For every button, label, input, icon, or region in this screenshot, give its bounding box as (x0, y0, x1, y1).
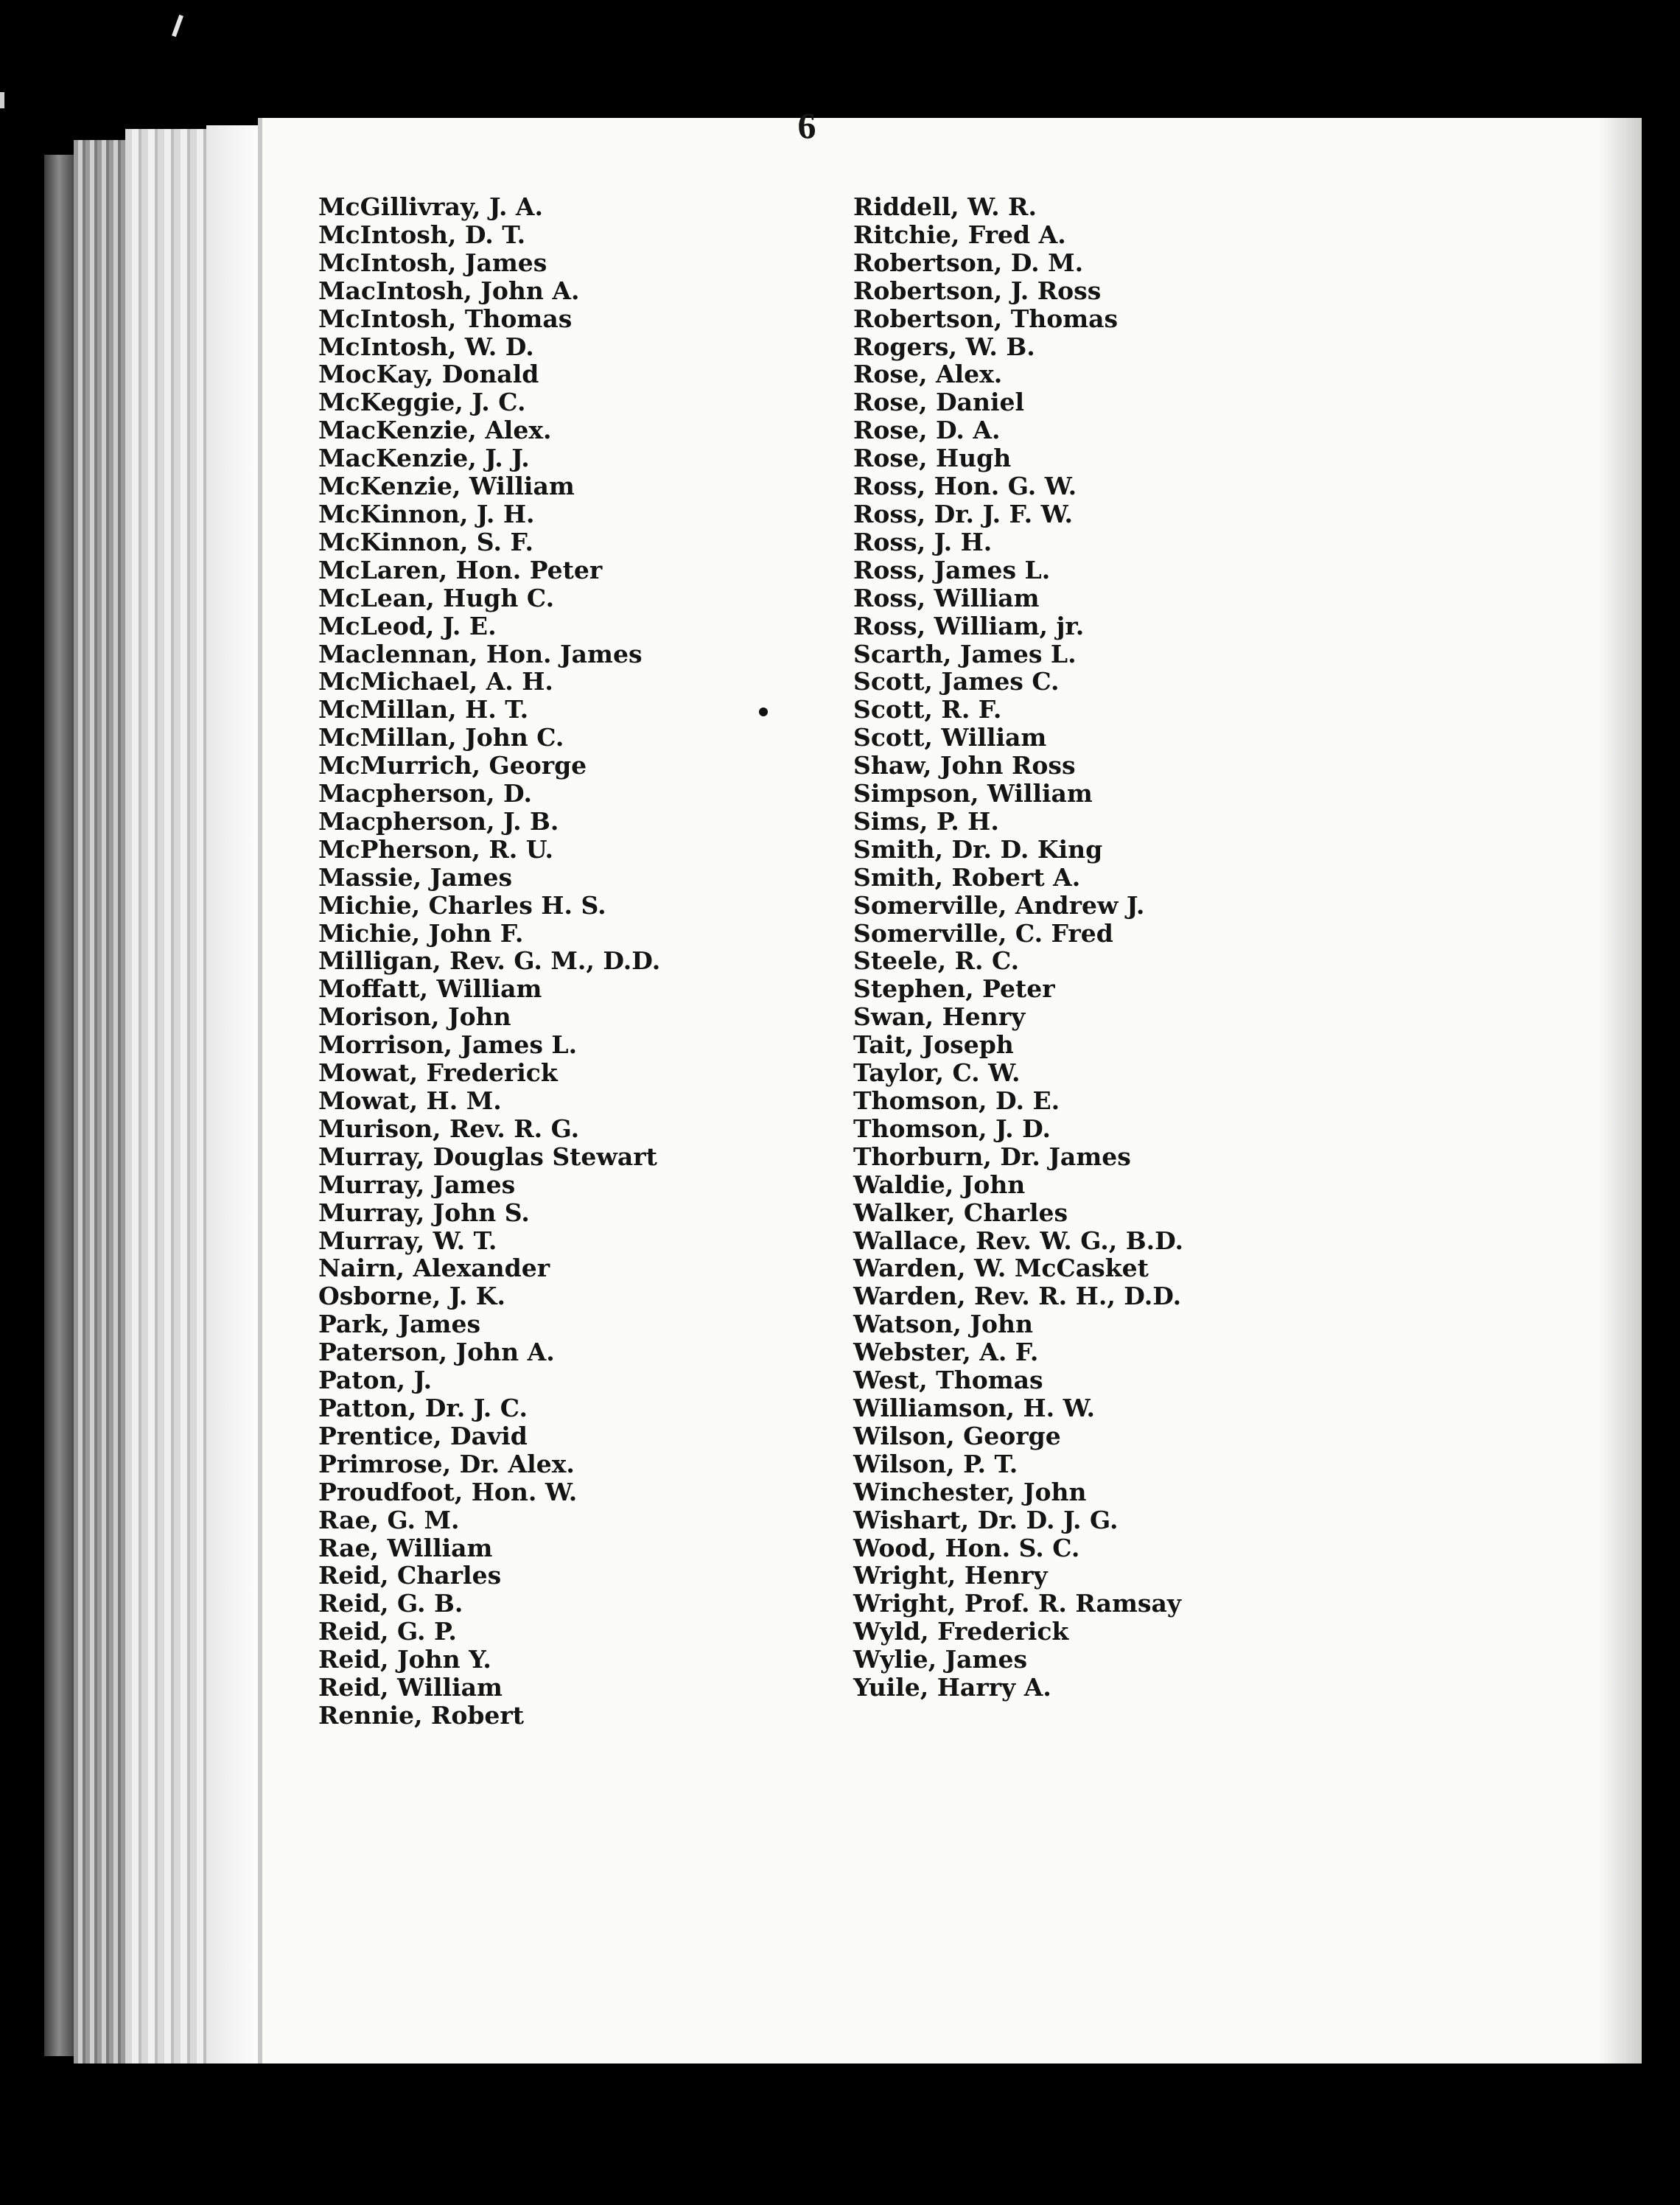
name-entry: Murray, Douglas Stewart (318, 1142, 657, 1171)
name-entry: Rose, Alex. (853, 360, 1003, 389)
name-entry: Thorburn, Dr. James (853, 1142, 1131, 1171)
name-entry: Wood, Hon. S. C. (853, 1533, 1080, 1562)
name-entry: McKenzie, William (318, 472, 575, 501)
name-entry: Warden, W. McCasket (853, 1254, 1149, 1283)
name-entry: Nairn, Alexander (318, 1254, 550, 1283)
name-entry: Somerville, C. Fred (853, 918, 1113, 948)
name-entry: Rose, Hugh (853, 444, 1012, 473)
name-entry: Reid, G. P. (318, 1617, 457, 1646)
name-entry: Shaw, John Ross (853, 751, 1076, 780)
name-entry: Prentice, David (318, 1421, 528, 1450)
name-entry: Park, James (318, 1310, 481, 1339)
name-entry: Murray, W. T. (318, 1226, 497, 1255)
name-entry: Tait, Joseph (853, 1030, 1014, 1060)
name-entry: Scott, James C. (853, 667, 1060, 696)
name-entry: McIntosh, Thomas (318, 304, 573, 333)
name-entry: McLeod, J. E. (318, 611, 497, 640)
name-entry: Smith, Robert A. (853, 862, 1081, 892)
name-entry: Williamson, H. W. (853, 1393, 1096, 1422)
name-entry: Wright, Prof. R. Ramsay (853, 1589, 1182, 1618)
name-entry: McIntosh, D. T. (318, 220, 526, 249)
name-list-right-column (853, 193, 1183, 1702)
name-entry: Riddell, W. R. (853, 192, 1037, 221)
name-entry: Milligan, Rev. G. M., D.D. (318, 946, 661, 976)
name-entry: Walker, Charles (853, 1198, 1068, 1227)
name-entry: Ritchie, Fred A. (853, 220, 1066, 249)
name-entry: McGillivray, J. A. (318, 192, 544, 221)
name-entry: Scott, William (853, 723, 1047, 752)
name-entry: Smith, Dr. D. King (853, 834, 1103, 864)
name-entry: Rennie, Robert (318, 1700, 525, 1730)
name-entry: Murison, Rev. R. G. (318, 1114, 580, 1143)
name-entry: Ross, Dr. J. F. W. (853, 499, 1074, 528)
name-entry: Morison, John (318, 1002, 511, 1032)
name-entry: Maclennan, Hon. James (318, 639, 643, 668)
name-entry: Watson, John (853, 1310, 1033, 1339)
name-entry: McMurrich, George (318, 751, 587, 780)
name-entry: Reid, G. B. (318, 1589, 463, 1618)
name-entry: Swan, Henry (853, 1002, 1026, 1032)
name-entry: Wilson, P. T. (853, 1449, 1018, 1478)
scan-artifact (172, 15, 183, 37)
name-entry: McPherson, R. U. (318, 834, 554, 864)
name-entry: Michie, John F. (318, 918, 524, 948)
ink-dot (759, 707, 768, 716)
name-entry: Massie, James (318, 862, 513, 892)
name-entry: Webster, A. F. (853, 1338, 1039, 1367)
name-entry: Robertson, J. Ross (853, 276, 1102, 305)
name-entry: McLean, Hugh C. (318, 583, 555, 612)
name-entry: Wishart, Dr. D. J. G. (853, 1505, 1119, 1534)
name-entry: Mowat, H. M. (318, 1086, 502, 1115)
name-entry: Waldie, John (853, 1170, 1026, 1199)
name-entry: Rae, William (318, 1533, 493, 1562)
name-entry: Murray, James (318, 1170, 516, 1199)
name-entry: MacKenzie, Alex. (318, 416, 552, 445)
name-list-left-column (318, 193, 660, 1730)
name-entry: Wylie, James (853, 1645, 1028, 1674)
name-entry: Robertson, D. M. (853, 248, 1084, 277)
name-entry: Macpherson, D. (318, 779, 532, 808)
name-entry: Rose, D. A. (853, 416, 1001, 445)
name-entry: Winchester, John (853, 1477, 1087, 1506)
name-entry: McKeggie, J. C. (318, 388, 526, 417)
name-entry: McKinnon, J. H. (318, 499, 535, 528)
page-edges-mid (74, 140, 125, 2064)
name-entry: Steele, R. C. (853, 946, 1020, 976)
name-entry: Thomson, D. E. (853, 1086, 1060, 1115)
name-entry: Wyld, Frederick (853, 1617, 1069, 1646)
page-edges-light (125, 129, 206, 2064)
name-entry: Paton, J. (318, 1366, 433, 1395)
name-entry: Yuile, Harry A. (853, 1673, 1051, 1702)
name-entry: Michie, Charles H. S. (318, 890, 606, 920)
name-entry: Reid, John Y. (318, 1645, 491, 1674)
name-entry: McKinnon, S. F. (318, 527, 534, 556)
name-entry: Morrison, James L. (318, 1030, 578, 1060)
name-entry: Wallace, Rev. W. G., B.D. (853, 1226, 1184, 1255)
name-entry: Osborne, J. K. (318, 1282, 505, 1311)
name-entry: Simpson, William (853, 779, 1093, 808)
name-entry: Murray, John S. (318, 1198, 530, 1227)
name-entry: Ross, James L. (853, 555, 1051, 584)
name-entry: Taylor, C. W. (853, 1058, 1021, 1088)
name-entry: Scott, R. F. (853, 695, 1002, 724)
name-entry: McMillan, H. T. (318, 695, 529, 724)
name-entry: Ross, William (853, 583, 1040, 612)
name-entry: McIntosh, James (318, 248, 547, 277)
page-shadow (1597, 118, 1642, 2064)
name-entry: Ross, Hon. G. W. (853, 472, 1077, 501)
name-entry: Rae, G. M. (318, 1505, 460, 1534)
name-entry: MacIntosh, John A. (318, 276, 580, 305)
name-entry: Paterson, John A. (318, 1338, 555, 1367)
name-entry: MacKenzie, J. J. (318, 444, 530, 473)
name-entry: Rogers, W. B. (853, 332, 1035, 361)
name-entry: West, Thomas (853, 1366, 1043, 1395)
page-edges-dark (44, 155, 74, 2056)
page-edges-inner (206, 125, 258, 2064)
name-entry: Robertson, Thomas (853, 304, 1119, 333)
name-entry: Proudfoot, Hon. W. (318, 1477, 578, 1506)
name-entry: Reid, William (318, 1673, 503, 1702)
name-entry: Mowat, Frederick (318, 1058, 558, 1088)
scan-artifact (0, 92, 4, 108)
name-entry: Macpherson, J. B. (318, 806, 559, 836)
name-entry: Primrose, Dr. Alex. (318, 1449, 575, 1478)
page-number: 6 (797, 105, 816, 146)
name-entry: Warden, Rev. R. H., D.D. (853, 1282, 1182, 1311)
name-entry: Wilson, George (853, 1421, 1061, 1450)
name-entry: Rose, Daniel (853, 388, 1025, 417)
name-entry: Moffatt, William (318, 974, 542, 1004)
name-entry: McIntosh, W. D. (318, 332, 534, 361)
name-entry: MocKay, Donald (318, 360, 539, 389)
name-entry: McMichael, A. H. (318, 667, 553, 696)
name-entry: Stephen, Peter (853, 974, 1055, 1004)
name-entry: Sims, P. H. (853, 806, 999, 836)
name-entry: Ross, J. H. (853, 527, 993, 556)
name-entry: Thomson, J. D. (853, 1114, 1051, 1143)
name-entry: Ross, William, jr. (853, 611, 1085, 640)
name-entry: Wright, Henry (853, 1561, 1048, 1590)
name-entry: Somerville, Andrew J. (853, 890, 1145, 920)
name-entry: Reid, Charles (318, 1561, 502, 1590)
name-entry: McMillan, John C. (318, 723, 564, 752)
name-entry: Patton, Dr. J. C. (318, 1393, 528, 1422)
name-entry: McLaren, Hon. Peter (318, 555, 603, 584)
name-entry: Scarth, James L. (853, 639, 1077, 668)
